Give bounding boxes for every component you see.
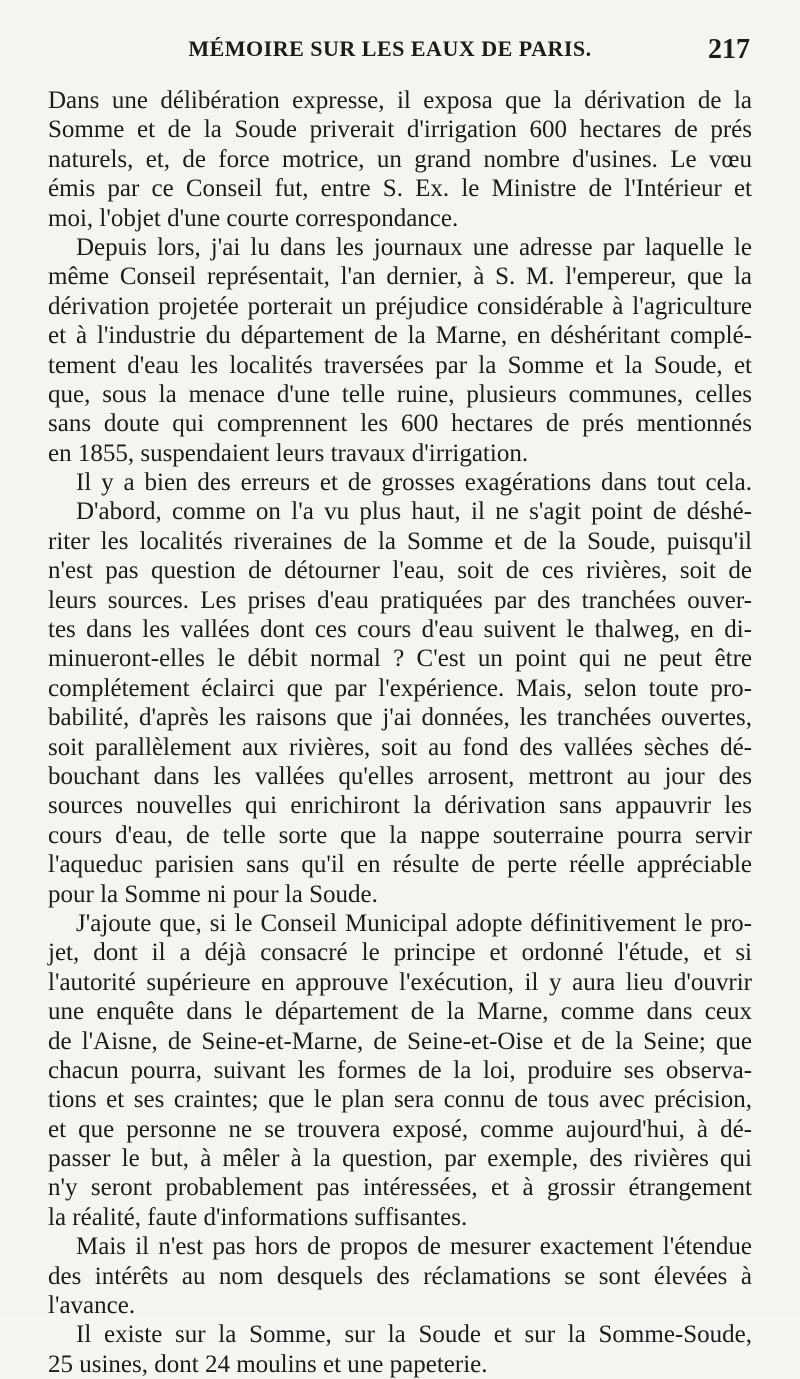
- text-line: riter les localités riveraines de la Somme et de la Soude, puisqu'il: [48, 527, 752, 555]
- text-line: 25 usines, dont 24 moulins et une papeterie.: [48, 1350, 488, 1378]
- text-line: émis par ce Conseil fut, entre S. Ex. le Ministre de l'Intérieur et: [48, 175, 752, 203]
- text-line: Somme et de la Soude priverait d'irrigation 600 hectares de prés: [48, 116, 752, 144]
- text-line: l'aqueduc parisien sans qu'il en résulte de perte réelle appréciable: [48, 851, 752, 879]
- text-line: minueront-elles le débit normal ? C'est un point qui ne peut être: [48, 645, 752, 673]
- running-title: MÉMOIRE SUR LES EAUX DE PARIS.: [188, 36, 592, 61]
- text-line: l'autorité supérieure en approuve l'exécution, il y aura lieu d'ouvrir: [48, 968, 752, 996]
- text-line: D'abord, comme on l'a vu plus haut, il ne s'agit point de déshé-: [76, 498, 752, 526]
- text-line: pour la Somme ni pour la Soude.: [48, 880, 378, 908]
- text-line: des intérêts au nom desquels des réclamations se sont élevées à: [48, 1262, 752, 1290]
- text-line: Il existe sur la Somme, sur la Soude et sur la Somme-Soude,: [76, 1321, 752, 1349]
- text-line: cours d'eau, de telle sorte que la nappe souterraine pourra servir: [48, 821, 752, 849]
- text-line: et que personne ne se trouvera exposé, comme aujourd'hui, à dé-: [48, 1115, 752, 1143]
- text-line: une enquête dans le département de la Marne, comme dans ceux: [48, 998, 752, 1026]
- text-line: de l'Aisne, de Seine-et-Marne, de Seine-et-Oise et de la Seine; que: [48, 1027, 752, 1055]
- text-line: Il y a bien des erreurs et de grosses exagérations dans tout cela.: [76, 469, 752, 497]
- text-line: chacun pourra, suivant les formes de la loi, produire ses observa-: [48, 1056, 752, 1084]
- text-line: l'avance.: [48, 1292, 136, 1320]
- text-line: en 1855, suspendaient leurs travaux d'irrigation.: [48, 439, 529, 467]
- text-line: n'y seront probablement pas intéressées, et à grossir étrangement: [48, 1174, 752, 1202]
- page-number: 217: [708, 34, 750, 65]
- text-line: dérivation projetée porterait un préjudice considérable à l'agriculture: [48, 292, 752, 320]
- text-line: Mais il n'est pas hors de propos de mesurer exactement l'étendue: [76, 1233, 752, 1261]
- text-line: tes dans les vallées dont ces cours d'eau suivent le thalweg, en di-: [48, 616, 752, 644]
- text-line: bouchant dans les vallées qu'elles arrosent, mettront au jour des: [48, 762, 752, 790]
- running-head: [30, 36, 750, 68]
- body-text: [48, 86, 752, 1379]
- text-line: et à l'industrie du département de la Marne, en déshéritant complé-: [48, 322, 752, 350]
- text-line: sources nouvelles qui enrichiront la dérivation sans appauvrir les: [48, 792, 752, 820]
- text-line: n'est pas question de détourner l'eau, soit de ces rivières, soit de: [48, 557, 752, 585]
- text-line: jet, dont il a déjà consacré le principe et ordonné l'étude, et si: [48, 939, 752, 967]
- text-line: sans doute qui comprennent les 600 hectares de prés mentionnés: [48, 410, 752, 438]
- text-line: tions et ses craintes; que le plan sera connu de tous avec précision,: [48, 1086, 752, 1114]
- text-line: même Conseil représentait, l'an dernier, à S. M. l'empereur, que la: [48, 263, 752, 291]
- text-line: naturels, et, de force motrice, un grand nombre d'usines. Le vœu: [48, 145, 752, 173]
- text-line: leurs sources. Les prises d'eau pratiquées par des tranchées ouver-: [48, 586, 752, 614]
- text-line: babilité, d'après les raisons que j'ai données, les tranchées ouvertes,: [48, 704, 752, 732]
- text-line: passer le but, à mêler à la question, par exemple, des rivières qui: [48, 1145, 752, 1173]
- text-line: que, sous la menace d'une telle ruine, plusieurs communes, celles: [48, 380, 752, 408]
- text-line: la réalité, faute d'informations suffisantes.: [48, 1203, 468, 1231]
- text-line: moi, l'objet d'une courte correspondance.: [48, 204, 459, 232]
- text-line: soit parallèlement aux rivières, soit au fond des vallées sèches dé-: [48, 733, 752, 761]
- text-line: Depuis lors, j'ai lu dans les journaux une adresse par laquelle le: [76, 233, 752, 261]
- text-line: tement d'eau les localités traversées par la Somme et la Soude, et: [48, 351, 752, 379]
- text-line: complétement éclairci que par l'expérience. Mais, selon toute pro-: [48, 674, 752, 702]
- text-line: J'ajoute que, si le Conseil Municipal adopte définitivement le pro-: [76, 909, 752, 937]
- text-line: Dans une délibération expresse, il exposa que la dérivation de la: [48, 87, 752, 114]
